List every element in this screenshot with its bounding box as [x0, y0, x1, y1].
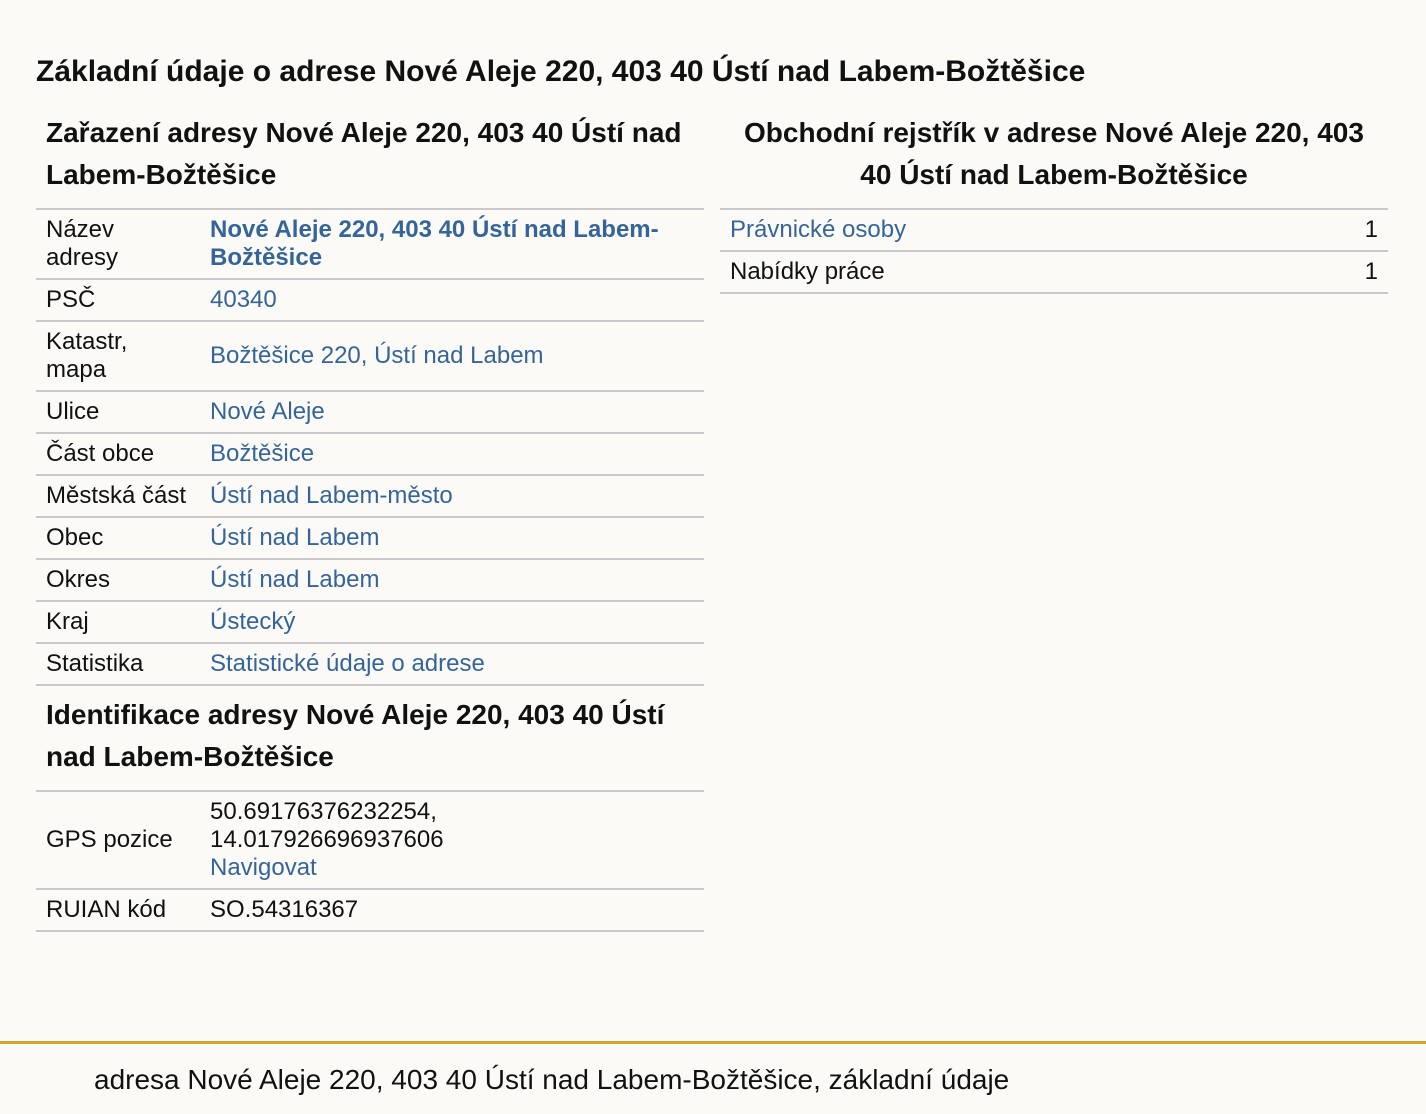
- table-row: [36, 475, 704, 517]
- table-row: [36, 517, 704, 559]
- row-label: [720, 209, 1308, 251]
- table-row: [36, 559, 704, 601]
- classification-table: [36, 208, 704, 686]
- row-value: [200, 433, 704, 475]
- table-row: [36, 601, 704, 643]
- gps-longitude: 14.017926696937606: [210, 826, 444, 853]
- row-value: [200, 643, 704, 685]
- gps-value: [200, 791, 704, 889]
- classification-heading: Zařazení adresy Nové Aleje 220, 403 40 Ústí nad Labem-Božtěšice: [46, 117, 682, 190]
- table-row: [720, 209, 1388, 251]
- street-link[interactable]: Nové Aleje: [210, 398, 325, 425]
- municipality-part-link[interactable]: Božtěšice: [210, 440, 315, 467]
- row-label: Městská část: [36, 475, 200, 517]
- row-value: [200, 517, 704, 559]
- row-value: [200, 209, 704, 279]
- row-value: [200, 475, 704, 517]
- row-label: Obec: [36, 517, 200, 559]
- identification-table: [36, 790, 704, 932]
- table-row: [36, 643, 704, 685]
- table-row: [720, 251, 1388, 293]
- gps-latitude: 50.69176376232254,: [210, 798, 437, 825]
- row-count: 1: [1308, 209, 1388, 251]
- row-label: Část obce: [36, 433, 200, 475]
- legal-entities-link[interactable]: Právnické osoby: [730, 216, 907, 243]
- row-count: 1: [1308, 251, 1388, 293]
- city-district-link[interactable]: Ústí nad Labem-město: [210, 482, 453, 509]
- statistics-link[interactable]: Statistické údaje o adrese: [210, 650, 485, 677]
- cadastre-map-link[interactable]: Božtěšice 220, Ústí nad Labem: [210, 342, 544, 369]
- row-value: [200, 279, 704, 321]
- row-label: Statistika: [36, 643, 200, 685]
- table-row: [36, 791, 704, 889]
- footer-text: adresa Nové Aleje 220, 403 40 Ústí nad Labem-Božtěšice, základní údaje: [94, 1064, 1010, 1095]
- identification-heading: Identifikace adresy Nové Aleje 220, 403 40 Ústí nad Labem-Božtěšice: [46, 699, 665, 772]
- address-classification-section: [36, 112, 704, 932]
- address-name-link[interactable]: Nové Aleje 220, 403 40 Ústí nad Labem-Božtěšice: [210, 216, 659, 271]
- region-link[interactable]: Ústecký: [210, 608, 296, 635]
- table-row: [36, 889, 704, 931]
- business-register-section: [720, 112, 1388, 294]
- business-register-table: [720, 208, 1388, 294]
- table-row: [36, 433, 704, 475]
- row-label: PSČ: [36, 279, 200, 321]
- table-row: [36, 279, 704, 321]
- table-row: [36, 209, 704, 279]
- row-label: Ulice: [36, 391, 200, 433]
- municipality-link[interactable]: Ústí nad Labem: [210, 524, 380, 551]
- table-row: [36, 391, 704, 433]
- row-value: [200, 391, 704, 433]
- district-link[interactable]: Ústí nad Labem: [210, 566, 380, 593]
- postal-code-link[interactable]: 40340: [210, 286, 277, 313]
- row-value: [200, 321, 704, 391]
- page-title: Základní údaje o adrese Nové Aleje 220, 403 40 Ústí nad Labem-Božtěšice: [36, 55, 1086, 88]
- row-label: Okres: [36, 559, 200, 601]
- row-value: [200, 559, 704, 601]
- business-register-heading: Obchodní rejstřík v adrese Nové Aleje 220, 403 40 Ústí nad Labem-Božtěšice: [744, 117, 1364, 190]
- gps-label: GPS pozice: [36, 791, 200, 889]
- table-row: [36, 321, 704, 391]
- row-label: Katastr, mapa: [36, 321, 200, 391]
- footer-divider: [0, 1041, 1426, 1044]
- row-label: Název adresy: [36, 209, 200, 279]
- ruian-value: SO.54316367: [200, 889, 704, 931]
- row-value: [200, 601, 704, 643]
- row-label: Nabídky práce: [720, 251, 1308, 293]
- ruian-label: RUIAN kód: [36, 889, 200, 931]
- navigate-link[interactable]: Navigovat: [210, 854, 317, 881]
- row-label: Kraj: [36, 601, 200, 643]
